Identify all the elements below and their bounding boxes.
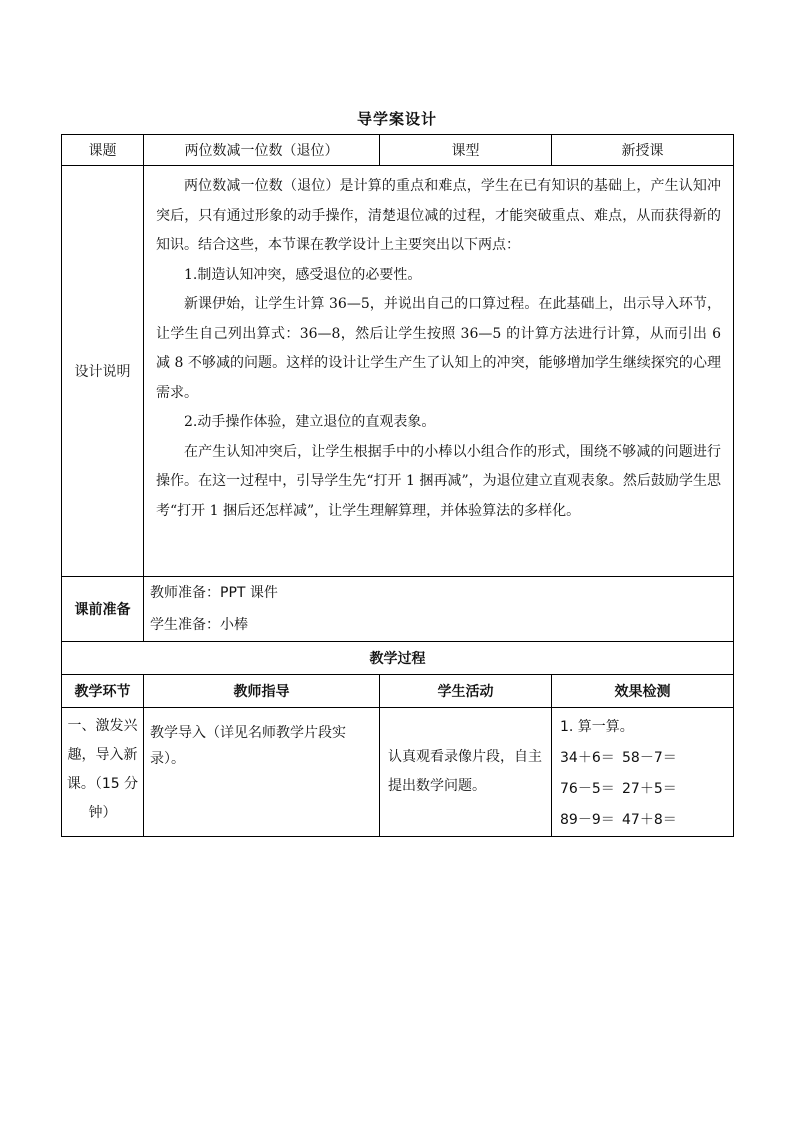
equation-row — [560, 774, 725, 805]
topic-value: 两位数减一位数（退位） — [144, 135, 380, 166]
header-row — [62, 135, 734, 166]
equation: 47＋8＝ — [622, 812, 677, 828]
design-paragraph: 2.动手操作体验，建立退位的直观表象。 — [184, 414, 436, 430]
lesson-plan-table — [61, 134, 734, 837]
teacher-guidance-cell: 教学导入（详见名师教学片段实录）。 — [144, 708, 380, 837]
column-header-student: 学生活动 — [380, 675, 552, 708]
design-content — [144, 166, 734, 577]
type-label: 课型 — [380, 135, 552, 166]
equation: 27＋5＝ — [622, 781, 677, 797]
design-paragraph: 新课伊始，让学生计算 36—5，并说出自己的口算过程。在此基础上，出示导入环节，让学生自己列出算式：36—8，然后让学生按照 36—5 的计算方法进行计算，从而引出 6 减 8 不够减的问题。这样的设计让学生产生了认知上的冲突，能够增加学生继续探究的心理需求。 — [156, 296, 721, 401]
check-title: 1. 算一算。 — [560, 719, 634, 735]
equation: 76－5＝ — [560, 781, 615, 797]
design-paragraph: 两位数减一位数（退位）是计算的重点和难点，学生在已有知识的基础上，产生认知冲突后，只有通过形象的动手操作，清楚退位减的过程，才能突破重点、难点，从而获得新的知识。结合这些，本节课在教学设计上主要突出以下两点： — [156, 178, 721, 253]
type-value: 新授课 — [552, 135, 734, 166]
column-header-teacher: 教师指导 — [144, 675, 380, 708]
design-paragraph: 1.制造认知冲突，感受退位的必要性。 — [184, 266, 422, 283]
column-header-stage: 教学环节 — [62, 675, 144, 708]
stage-cell: 一、激发兴趣，导入新课。（15 分钟） — [62, 708, 144, 837]
equation: 34＋6＝ — [560, 750, 615, 766]
column-header-check: 效果检测 — [552, 675, 734, 708]
process-title: 教学过程 — [62, 642, 734, 675]
equation-row — [560, 743, 725, 774]
equation-row — [560, 805, 725, 836]
equation: 89－9＝ — [560, 812, 615, 828]
student-activity-cell: 认真观看录像片段，自主提出数学问题。 — [380, 708, 552, 837]
prep-label: 课前准备 — [62, 577, 144, 642]
process-title-row — [62, 642, 734, 675]
process-row — [62, 708, 734, 837]
equation: 58－7＝ — [622, 750, 677, 766]
prep-content — [144, 577, 734, 642]
design-row — [62, 166, 734, 577]
process-columns-row — [62, 675, 734, 708]
prep-teacher: 教师准备：PPT 课件 — [150, 585, 278, 601]
document-title: 导学案设计 — [356, 110, 437, 128]
design-label: 设计说明 — [62, 166, 144, 577]
prep-row — [62, 577, 734, 642]
design-paragraph: 在产生认知冲突后，让学生根据手中的小棒以小组合作的形式，围绕不够减的问题进行操作。在这一过程中，引导学生先“打开 1 捆再减”，为退位建立直观表象。然后鼓励学生思考“打开 1 捆后还怎样减”，让学生理解算理，并体验算法的多样化。 — [156, 443, 721, 519]
prep-student: 学生准备：小棒 — [150, 617, 248, 633]
effect-check-cell — [552, 708, 734, 837]
topic-label: 课题 — [62, 135, 144, 166]
